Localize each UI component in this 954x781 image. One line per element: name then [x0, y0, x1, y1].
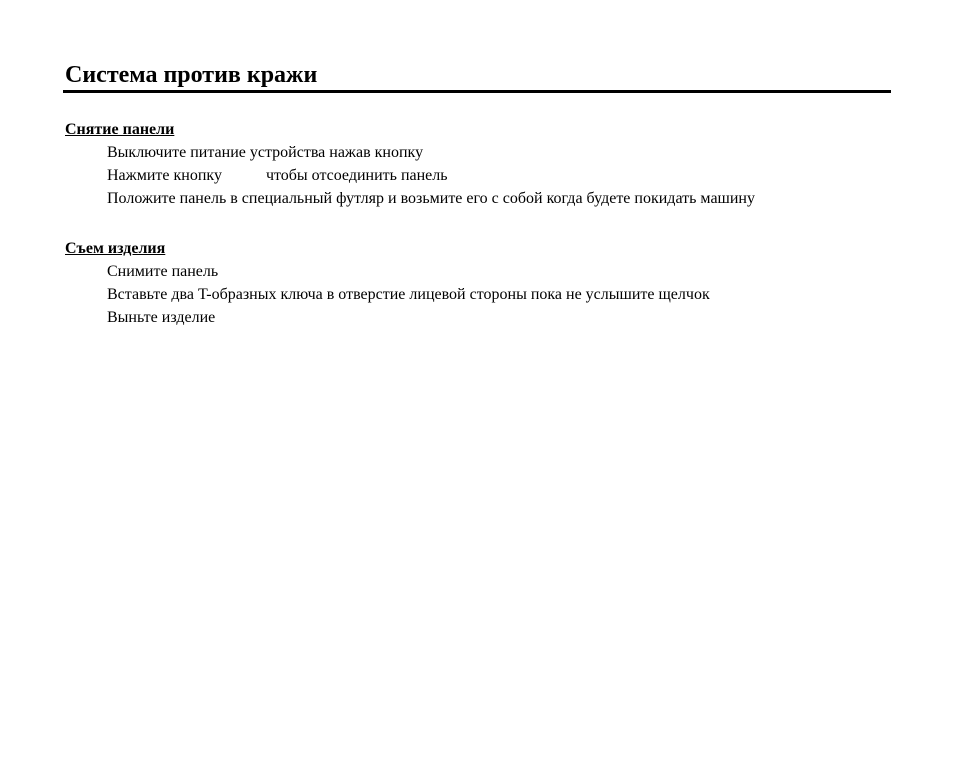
- instruction-step: Выньте изделие: [107, 309, 216, 326]
- instruction-step: Вставьте два T-образных ключа в отверстие лицевой стороны пока не услышите щелчок: [107, 286, 710, 303]
- instruction-step: Снимите панель: [107, 263, 219, 280]
- section-panel-removal: [65, 120, 895, 209]
- section-heading: Съем изделия: [65, 240, 166, 257]
- instruction-step: [107, 166, 895, 186]
- page-title: Система против кражи: [65, 62, 318, 88]
- instruction-text: Нажмите кнопку: [107, 167, 222, 184]
- instruction-text: чтобы отсоединить панель: [265, 167, 448, 184]
- section-heading: Снятие панели: [65, 121, 175, 138]
- instruction-step: Выключите питание устройства нажав кнопку: [107, 144, 424, 161]
- title-underline-rule: [63, 90, 891, 93]
- section-unit-removal: [65, 239, 895, 328]
- instruction-step: Положите панель в специальный футляр и возьмите его с собой когда будете покидать машину: [107, 190, 755, 207]
